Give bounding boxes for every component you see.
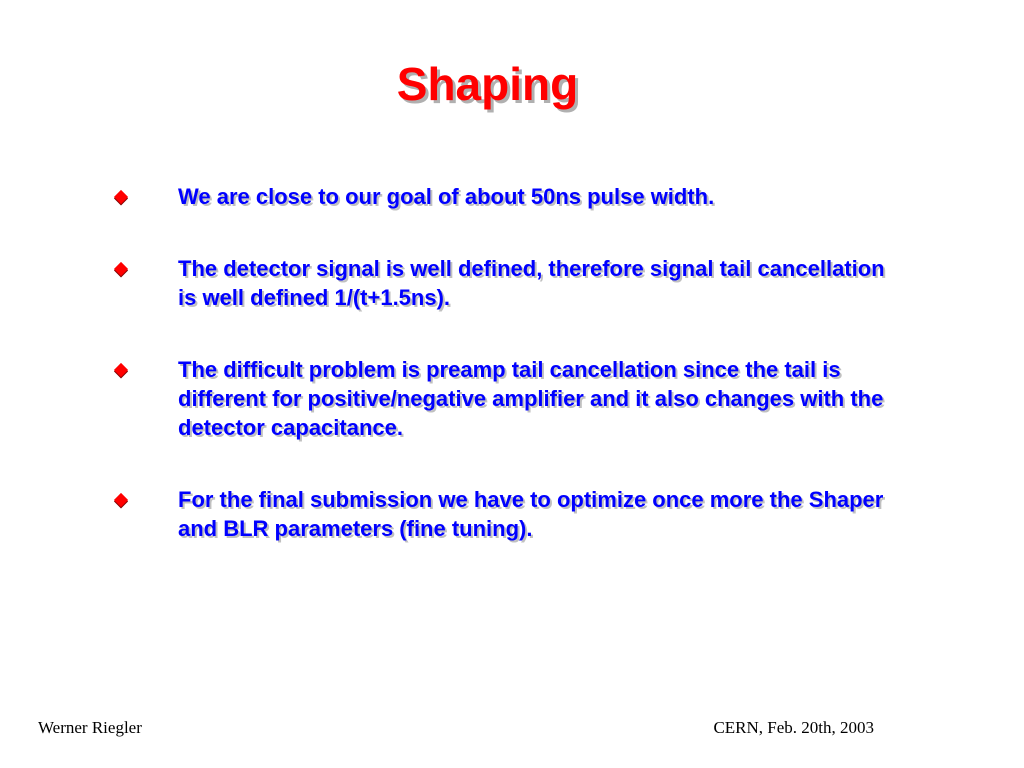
red-diamond-icon	[114, 190, 128, 204]
red-diamond-icon	[114, 363, 128, 377]
bullet-item	[112, 355, 902, 442]
bullet-text: The detector signal is well defined, therefore signal tail cancellation is well defined 1/(t+1.5ns).	[178, 256, 885, 310]
bullet-list	[112, 182, 902, 543]
bullet-item	[112, 254, 902, 312]
bullet-item	[112, 485, 902, 543]
bullet-text: We are close to our goal of about 50ns pulse width.	[178, 184, 715, 209]
slide-title: Shaping	[396, 58, 579, 110]
bullet-text: The difficult problem is preamp tail cancellation since the tail is different for positive/negative amplifier and it also changes with the detector capacitance.	[178, 357, 884, 440]
bullet-text: For the final submission we have to optimize once more the Shaper and BLR parameters (fine tuning).	[178, 487, 884, 541]
bullet-item	[112, 182, 902, 211]
footer-date: CERN, Feb. 20th, 2003	[713, 718, 874, 737]
red-diamond-icon	[114, 493, 128, 507]
red-diamond-icon	[114, 262, 128, 276]
footer-author: Werner Riegler	[38, 718, 142, 737]
